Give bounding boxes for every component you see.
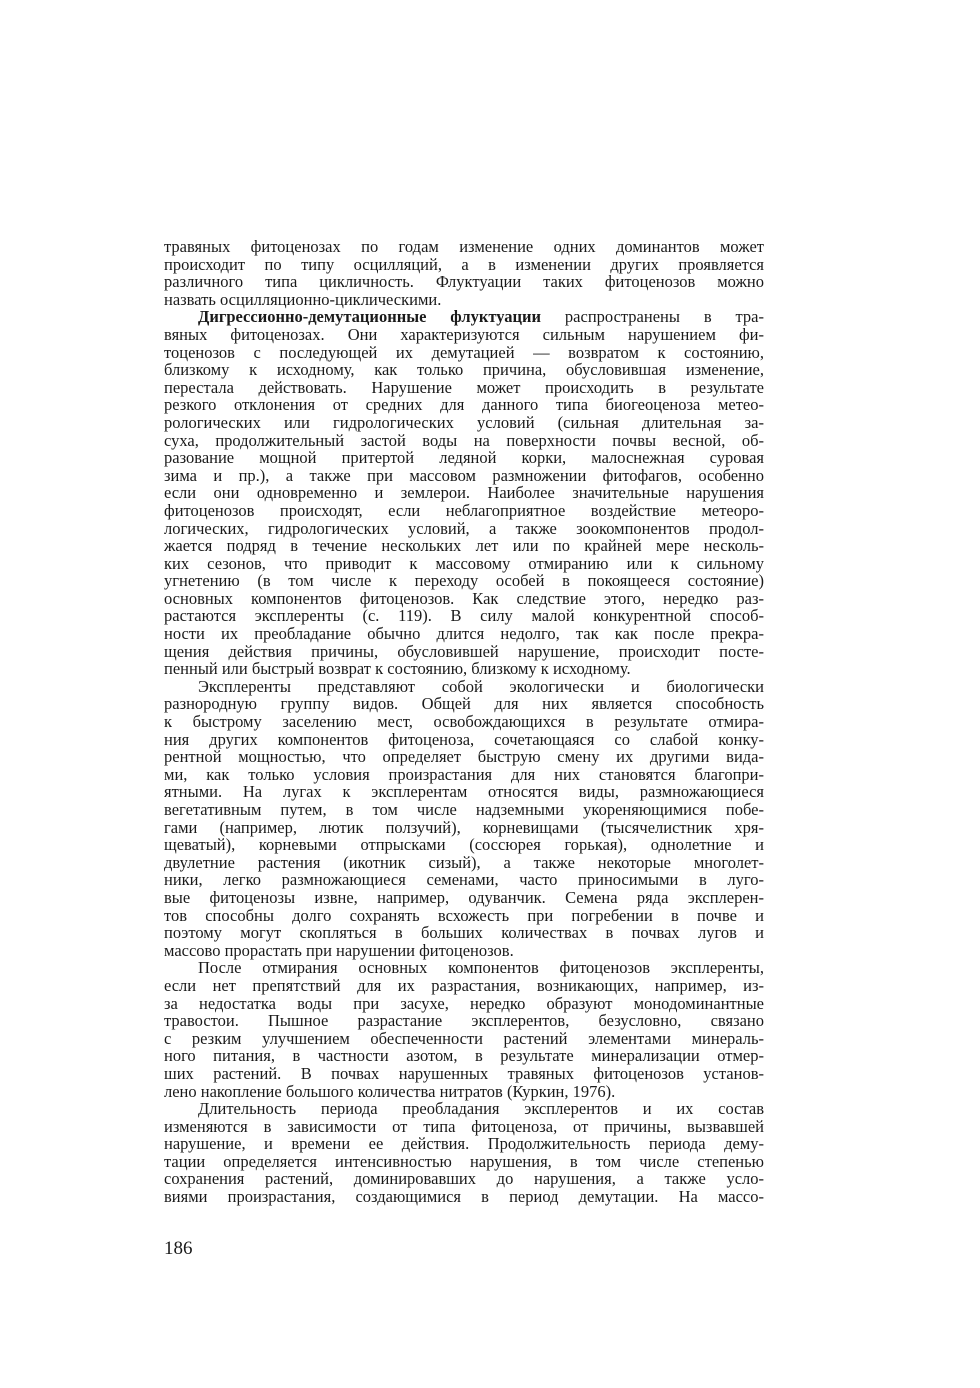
text-line: растаются эксплеренты (с. 119). В силу малой конкурентной способ-	[164, 606, 764, 626]
text-line: тоценозов с последующей их демутацией — возвратом к состоянию,	[164, 342, 764, 362]
paragraph	[164, 1100, 764, 1206]
text-line	[164, 308, 764, 326]
text-line: резкого отклонения от средних для данного типа биогеоценоза метео-	[164, 395, 764, 415]
text-line: рентной мощностью, что определяет быструю смену их другими вида-	[164, 747, 764, 767]
line-text: распространены в тра-	[541, 307, 765, 327]
text-line: происходит по типу осцилляций, а в изменении других проявляется	[164, 254, 764, 274]
text-line: к быстрому заселению мест, освобождающихся в результате отмира-	[164, 712, 764, 732]
text-line: тов способны долго сохранять всхожесть при погребении в почве и	[164, 905, 764, 925]
text-line: близкому к исходному, как только причина, обусловившая изменение,	[164, 360, 764, 380]
text-line: разнородную группу видов. Общей для них является способность	[164, 694, 764, 714]
page-text	[164, 238, 764, 1206]
text-line: щения действия причины, обусловившей нарушение, происходит посте-	[164, 641, 764, 661]
text-line: вые фитоценозы извне, например, одуванчик. Семена ряда эксплерен-	[164, 887, 764, 907]
text-line: виями произрастания, создающимися в период демутации. На массо-	[164, 1187, 764, 1207]
text-line: рологических или гидрологических условий (сильная длительная за-	[164, 412, 764, 432]
text-line: логических, гидрологических условий, а также зоокомпонентов продол-	[164, 518, 764, 538]
text-line: различного типа цикличность. Флуктуации таких фитоценозов можно	[164, 272, 764, 292]
text-line: ния других компонентов фитоценоза, сочетающаяся со слабой конку-	[164, 729, 764, 749]
page-number: 186	[164, 1238, 193, 1259]
paragraph	[164, 238, 764, 308]
text-line: назвать осцилляционно-циклическими.	[164, 289, 442, 309]
paragraph	[164, 308, 764, 677]
text-line: После отмирания основных компонентов фитоценозов эксплеренты,	[198, 958, 764, 978]
text-line: ких сезонов, что приводит к массовому отмиранию или к сильному	[164, 553, 764, 573]
text-line: перестала действовать. Нарушение может происходить в результате	[164, 377, 764, 397]
text-line: ного питания, в частности азотом, в результате минерализации отмер-	[164, 1046, 764, 1066]
text-line: травяных фитоценозах по годам изменение одних доминантов может	[164, 237, 764, 256]
text-line: разование мощной притертой ледяной корки, малоснежная суровая	[164, 448, 764, 468]
paragraph	[164, 678, 764, 960]
text-line: гами (например, лютик ползучий), корневищами (тысячелистник хря-	[164, 817, 764, 837]
text-line: ми, как только условия произрастания для них становятся благопри-	[164, 764, 764, 784]
text-line: угнетению (в том числе к переходу особей в покоящееся состояние)	[164, 571, 764, 591]
text-line: лено накопление большого количества нитратов (Куркин, 1976).	[164, 1081, 616, 1101]
text-line: зима и пр.), а также при массовом размножении фитофагов, особенно	[164, 465, 764, 485]
text-line: ники, легко размножающиеся семенами, часто приносимыми в луго-	[164, 870, 764, 890]
text-line: суха, продолжительный застой воды на поверхности почвы весной, об-	[164, 430, 764, 450]
text-line: Длительность периода преобладания эксплерентов и их состав	[198, 1099, 764, 1119]
text-line: травостои. Пышное разрастание эксплерентов, безусловно, связано	[164, 1011, 764, 1031]
text-line: Эксплеренты представляют собой экологически и биологически	[198, 676, 764, 696]
bold-term: Дигрессионно-демутационные флуктуации	[198, 307, 542, 327]
text-line: фитоценозов происходят, если неблагоприятное воздействие метеоро-	[164, 500, 764, 520]
text-line: ятными. На лугах к эксплерентам относятся виды, размножающиеся	[164, 782, 764, 802]
text-line: жается подряд в течение нескольких лет или по крайней мере несколь-	[164, 536, 764, 556]
text-line: изменяются в зависимости от типа фитоценоза, от причины, вызвавшей	[164, 1116, 764, 1136]
text-line: за недостатка воды при засухе, нередко образуют монодоминантные	[164, 993, 764, 1013]
text-line: если нет препятствий для их разрастания, возникающих, например, из-	[164, 975, 764, 995]
text-line: ности их преобладание обычно длится недолго, так как после прекра-	[164, 624, 764, 644]
text-line: сохранения растений, доминировавших до нарушения, а также усло-	[164, 1169, 764, 1189]
text-line: с резким улучшением обеспеченности растений элементами минераль-	[164, 1028, 764, 1048]
text-line: если они одновременно и землерои. Наиболее значительные нарушения	[164, 483, 764, 503]
text-line: ших растений. В почвах нарушенных травяных фитоценозов установ-	[164, 1063, 764, 1083]
text-line: поэтому могут скопляться в больших количествах в почвах лугов и	[164, 923, 764, 943]
text-line: массово прорастать при нарушении фитоценозов.	[164, 940, 514, 960]
text-line: вяных фитоценозах. Они характеризуются сильным нарушением фи-	[164, 324, 764, 344]
text-line: двулетние растения (икотник сизый), а также некоторые многолет-	[164, 852, 764, 872]
text-line: основных компонентов фитоценозов. Как следствие этого, нередко раз-	[164, 588, 764, 608]
text-line: щеватый), корневыми отпрысками (соссюрея горькая), однолетние и	[164, 835, 764, 855]
text-line: вегетативным путем, в том числе надземными укореняющимися побе-	[164, 800, 764, 819]
text-line: тации определяется интенсивностью нарушения, в том числе степенью	[164, 1151, 764, 1171]
text-line: пенный или быстрый возврат к состоянию, близкому к исходному.	[164, 659, 631, 679]
text-line: нарушение, и времени ее действия. Продолжительность периода дему-	[164, 1134, 764, 1154]
paragraph	[164, 959, 764, 1100]
